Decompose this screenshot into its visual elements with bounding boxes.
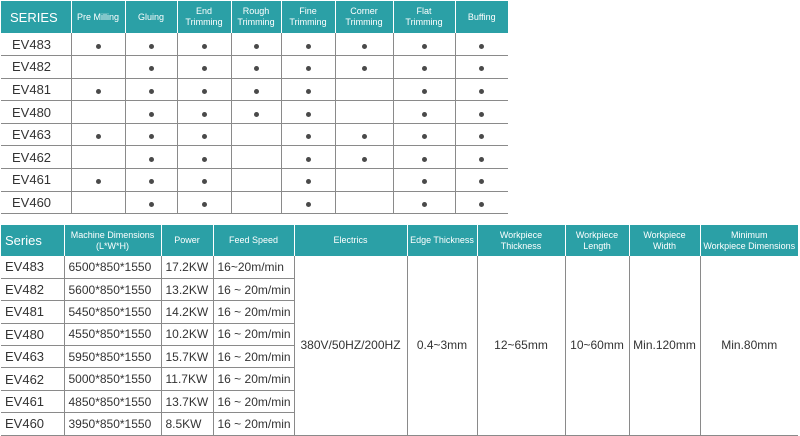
power-value: 10.2KW — [161, 323, 213, 345]
feed-speed-value: 16 ~ 20m/min — [213, 413, 294, 435]
dot-icon — [362, 66, 367, 71]
feature-cell — [71, 56, 125, 79]
dot-icon — [202, 134, 207, 139]
workpiece-thickness-value: 12~65mm — [477, 256, 565, 435]
feature-header-row — [1, 1, 508, 33]
feature-cell — [455, 56, 508, 79]
model-name: EV481 — [1, 301, 64, 323]
feature-cell — [393, 191, 455, 214]
feature-cell — [231, 101, 281, 124]
feature-matrix-table — [1, 1, 508, 214]
feature-cell — [335, 146, 393, 169]
feature-cell — [177, 146, 231, 169]
model-name: EV483 — [1, 33, 71, 56]
edge-thickness-value: 0.4~3mm — [407, 256, 477, 435]
dimensions-value: 6500*850*1550 — [64, 256, 161, 278]
feed-speed-value: 16 ~ 20m/min — [213, 368, 294, 390]
feature-cell — [455, 146, 508, 169]
dot-icon — [149, 66, 154, 71]
feature-cell — [231, 169, 281, 192]
dot-icon — [254, 89, 259, 94]
feature-cell — [125, 78, 177, 101]
dot-icon — [202, 44, 207, 49]
feature-cell — [125, 33, 177, 56]
feature-cell — [231, 33, 281, 56]
feed-speed-value: 16 ~ 20m/min — [213, 390, 294, 412]
model-name: EV461 — [1, 390, 64, 412]
series-header: Series — [1, 225, 64, 256]
dot-icon — [479, 44, 484, 49]
feature-cell — [335, 78, 393, 101]
feature-cell — [71, 169, 125, 192]
dot-icon — [306, 66, 311, 71]
workpiece-length-header: Workpiece Length — [565, 225, 629, 256]
model-name: EV482 — [1, 56, 71, 79]
feed-speed-header: Feed Speed — [213, 225, 294, 256]
feature-cell — [177, 56, 231, 79]
feature-cell — [231, 78, 281, 101]
model-name: EV480 — [1, 101, 71, 124]
dot-icon — [306, 112, 311, 117]
dot-icon — [479, 112, 484, 117]
model-name: EV462 — [1, 146, 71, 169]
pre-milling-header: Pre Milling — [71, 1, 125, 33]
dot-icon — [362, 134, 367, 139]
dot-icon — [202, 157, 207, 162]
dot-icon — [149, 134, 154, 139]
feature-row — [1, 56, 508, 79]
feature-cell — [393, 169, 455, 192]
model-name: EV480 — [1, 323, 64, 345]
feature-cell — [281, 191, 335, 214]
fine-trimming-header: Fine Trimming — [281, 1, 335, 33]
feature-row — [1, 101, 508, 124]
dimensions-value: 5000*850*1550 — [64, 368, 161, 390]
power-value: 14.2KW — [161, 301, 213, 323]
dot-icon — [254, 44, 259, 49]
feature-cell — [455, 191, 508, 214]
feature-cell — [335, 56, 393, 79]
workpiece-length-value: 10~60mm — [565, 256, 629, 435]
workpiece-thickness-header: Workpiece Thickness — [477, 225, 565, 256]
feature-cell — [231, 146, 281, 169]
feature-cell — [455, 101, 508, 124]
feature-cell — [177, 169, 231, 192]
dot-icon — [149, 44, 154, 49]
dot-icon — [202, 89, 207, 94]
power-value: 15.7KW — [161, 346, 213, 368]
buffing-header: Buffing — [455, 1, 508, 33]
feature-cell — [393, 146, 455, 169]
model-name: EV462 — [1, 368, 64, 390]
feature-cell — [125, 191, 177, 214]
feature-cell — [231, 56, 281, 79]
dimensions-value: 4550*850*1550 — [64, 323, 161, 345]
dot-icon — [479, 179, 484, 184]
feature-cell — [231, 191, 281, 214]
feature-cell — [281, 33, 335, 56]
spec-header-row — [1, 225, 798, 256]
feature-cell — [177, 123, 231, 146]
flat-trimming-header: Flat Trimming — [393, 1, 455, 33]
dimensions-value: 5450*850*1550 — [64, 301, 161, 323]
dot-icon — [362, 44, 367, 49]
feature-cell — [335, 101, 393, 124]
power-value: 11.7KW — [161, 368, 213, 390]
edge-thickness-header: Edge Thickness — [407, 225, 477, 256]
dimensions-value: 3950*850*1550 — [64, 413, 161, 435]
dot-icon — [306, 44, 311, 49]
model-name: EV461 — [1, 169, 71, 192]
dot-icon — [306, 202, 311, 207]
specifications-table — [1, 225, 798, 436]
feature-cell — [125, 169, 177, 192]
feature-cell — [393, 33, 455, 56]
dot-icon — [422, 66, 427, 71]
dot-icon — [96, 89, 101, 94]
feature-cell — [393, 78, 455, 101]
dot-icon — [149, 202, 154, 207]
dot-icon — [422, 89, 427, 94]
feature-cell — [177, 33, 231, 56]
model-name: EV482 — [1, 278, 64, 300]
feature-cell — [231, 123, 281, 146]
feature-row — [1, 78, 508, 101]
feature-cell — [125, 56, 177, 79]
feed-speed-value: 16 ~ 20m/min — [213, 323, 294, 345]
dot-icon — [479, 89, 484, 94]
dot-icon — [422, 157, 427, 162]
dot-icon — [422, 202, 427, 207]
dot-icon — [254, 112, 259, 117]
dot-icon — [422, 44, 427, 49]
dot-icon — [306, 157, 311, 162]
dot-icon — [96, 179, 101, 184]
dimensions-value: 5600*850*1550 — [64, 278, 161, 300]
feature-cell — [177, 191, 231, 214]
feature-cell — [177, 78, 231, 101]
feature-cell — [71, 78, 125, 101]
dot-icon — [479, 66, 484, 71]
power-value: 8.5KW — [161, 413, 213, 435]
dot-icon — [96, 44, 101, 49]
dot-icon — [149, 89, 154, 94]
model-name: EV460 — [1, 191, 71, 214]
feature-row — [1, 169, 508, 192]
end-trimming-header: End Trimming — [177, 1, 231, 33]
dot-icon — [149, 179, 154, 184]
feature-cell — [455, 78, 508, 101]
feature-cell — [281, 56, 335, 79]
dot-icon — [149, 157, 154, 162]
electrics-value: 380V/50HZ/200HZ — [294, 256, 407, 435]
feature-row — [1, 191, 508, 214]
feature-row — [1, 146, 508, 169]
feature-cell — [71, 191, 125, 214]
model-name: EV483 — [1, 256, 64, 278]
feature-cell — [393, 123, 455, 146]
spec-row — [1, 256, 798, 278]
dot-icon — [362, 157, 367, 162]
dot-icon — [149, 112, 154, 117]
dot-icon — [202, 66, 207, 71]
feature-cell — [281, 123, 335, 146]
model-name: EV463 — [1, 123, 71, 146]
dot-icon — [479, 202, 484, 207]
feature-cell — [177, 101, 231, 124]
min-dimensions-value: Min.80mm — [700, 256, 798, 435]
feed-speed-value: 16 ~ 20m/min — [213, 301, 294, 323]
feature-cell — [125, 146, 177, 169]
feed-speed-value: 16 ~ 20m/min — [213, 346, 294, 368]
feature-cell — [335, 123, 393, 146]
dot-icon — [479, 134, 484, 139]
feature-row — [1, 33, 508, 56]
feature-cell — [71, 101, 125, 124]
dimensions-value: 4850*850*1550 — [64, 390, 161, 412]
model-name: EV463 — [1, 346, 64, 368]
dimensions-header: Machine Dimensions (L*W*H) — [64, 225, 161, 256]
feature-cell — [335, 191, 393, 214]
feature-cell — [71, 123, 125, 146]
feature-cell — [393, 56, 455, 79]
feature-cell — [71, 146, 125, 169]
workpiece-width-value: Min.120mm — [629, 256, 700, 435]
feature-cell — [281, 78, 335, 101]
dot-icon — [254, 66, 259, 71]
dot-icon — [202, 179, 207, 184]
feature-cell — [335, 33, 393, 56]
min-dimensions-header: Minimum Workpiece Dimensions — [700, 225, 798, 256]
feature-row — [1, 123, 508, 146]
gluing-header: Gluing — [125, 1, 177, 33]
dot-icon — [202, 202, 207, 207]
dot-icon — [202, 112, 207, 117]
feature-cell — [393, 101, 455, 124]
feature-cell — [71, 33, 125, 56]
dimensions-value: 5950*850*1550 — [64, 346, 161, 368]
feature-cell — [125, 101, 177, 124]
power-value: 13.2KW — [161, 278, 213, 300]
feature-cell — [455, 33, 508, 56]
dot-icon — [422, 112, 427, 117]
power-value: 13.7KW — [161, 390, 213, 412]
rough-trimming-header: Rough Trimming — [231, 1, 281, 33]
electrics-header: Electrics — [294, 225, 407, 256]
feature-cell — [335, 169, 393, 192]
feed-speed-value: 16~20m/min — [213, 256, 294, 278]
feature-cell — [125, 123, 177, 146]
corner-trimming-header: Corner Trimming — [335, 1, 393, 33]
workpiece-width-header: Workpiece Width — [629, 225, 700, 256]
power-value: 17.2KW — [161, 256, 213, 278]
model-name: EV460 — [1, 413, 64, 435]
dot-icon — [96, 134, 101, 139]
feature-cell — [281, 146, 335, 169]
feed-speed-value: 16 ~ 20m/min — [213, 278, 294, 300]
feature-cell — [281, 169, 335, 192]
feature-cell — [455, 123, 508, 146]
model-name: EV481 — [1, 78, 71, 101]
dot-icon — [306, 179, 311, 184]
series-header: SERIES — [1, 1, 71, 33]
dot-icon — [306, 89, 311, 94]
power-header: Power — [161, 225, 213, 256]
feature-cell — [455, 169, 508, 192]
dot-icon — [422, 179, 427, 184]
feature-cell — [281, 101, 335, 124]
dot-icon — [422, 134, 427, 139]
dot-icon — [479, 157, 484, 162]
dot-icon — [306, 134, 311, 139]
